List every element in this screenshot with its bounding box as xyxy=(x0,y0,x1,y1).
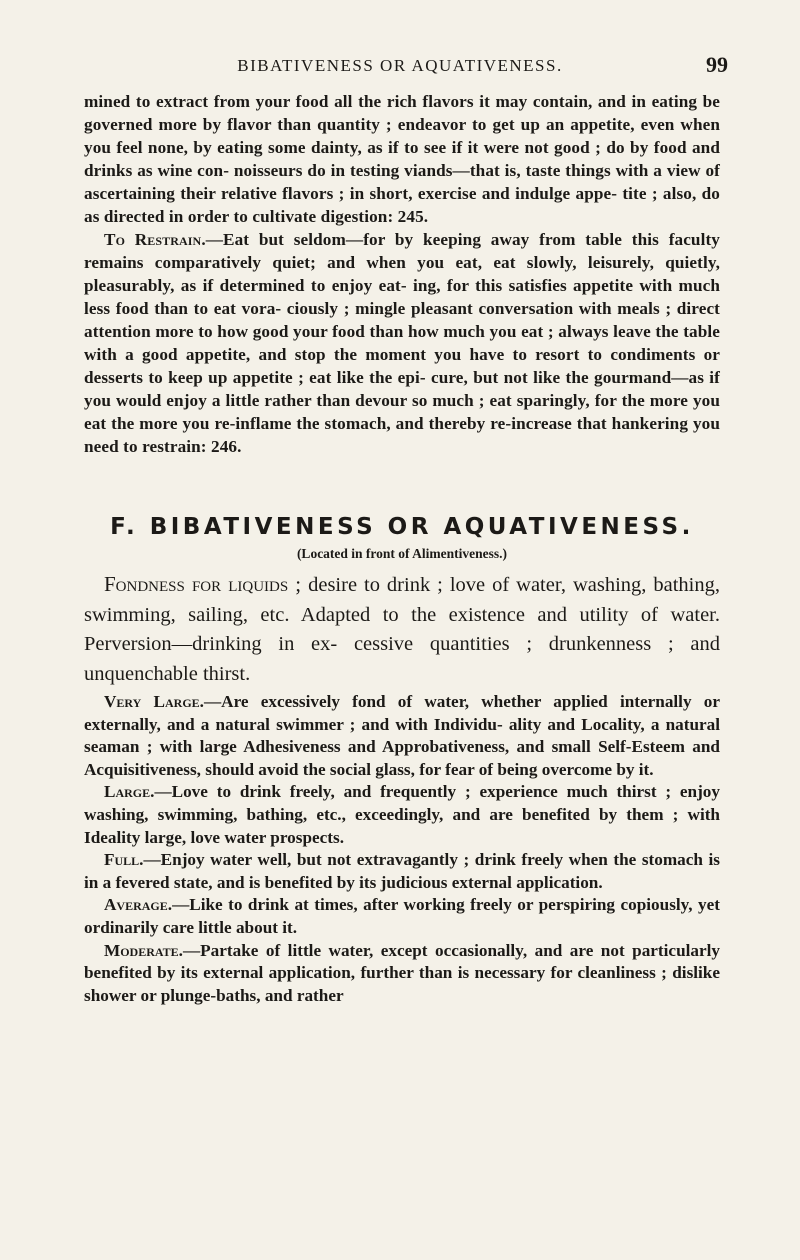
grade-very-large xyxy=(84,691,720,781)
section-heading: F. BIBATIVENESS OR AQUATIVENESS. xyxy=(110,514,694,540)
grade-text: —Are excessively fond of water, whether applied internally or externally, and a natural swimmer ; and with Individu- ality and Locality, a natural seaman ; with large Adhesiveness and Approbativeness, and small Self-Esteem and Acquisitiveness, should avoid the social glass, for fear of being overcome by it. xyxy=(84,692,720,779)
running-title: BIBATIVENESS OR AQUATIVENESS. xyxy=(237,56,563,75)
grade-label: Moderate. xyxy=(104,940,183,960)
grade-text: —Partake of little water, except occasionally, and are not particularly benefited by its external application, further than is necessary for cleanliness ; dislike shower or plunge-baths, and rather xyxy=(84,940,720,1005)
grade-large xyxy=(84,781,720,849)
grade-average xyxy=(84,894,720,939)
restrain-label: To Restrain. xyxy=(104,230,206,249)
section-location-note: (Located in front of Alimentiveness.) xyxy=(296,546,508,561)
grade-label: Very Large. xyxy=(104,692,204,711)
intro-paragraph: mined to extract from your food all the rich flavors it may contain, and in eating be governed more by flavor than quantity ; endeavor to get up an appetite, even when you feel none, by eating some dainty, as if to see if it were not good ; do by food and drinks as wine con- noisseurs do in testing viands—that is, taste things with a view of ascertaining their relative flavors ; in short, exercise and indulge appe- tite ; also, do as directed in order to cultivate digestion: 245. xyxy=(84,92,720,226)
definition-lead: Fondness for liquids ; xyxy=(104,572,302,596)
grade-text: —Enjoy water well, but not extravagantly ; drink freely when the stomach is in a fevered state, and is benefited by its judicious external application. xyxy=(84,850,720,892)
grade-text: —Love to drink freely, and frequently ; experience much thirst ; enjoy washing, swimming, bathing, etc., exceedingly, and are benefited by them ; with Ideality large, love water prospects. xyxy=(84,782,720,847)
page-body xyxy=(84,90,720,1007)
page-number: 99 xyxy=(706,52,728,77)
grade-moderate xyxy=(84,940,720,1008)
grade-label: Full. xyxy=(104,850,144,870)
restrain-paragraph xyxy=(84,228,720,458)
grade-text: —Like to drink at times, after working freely or perspiring copiously, yet ordinarily care little about it. xyxy=(84,895,720,937)
grade-label: Average. xyxy=(104,895,173,915)
faculty-definition xyxy=(84,570,720,689)
definition-text: desire to drink ; love of water, washing, bathing, swimming, sailing, etc. Adapted to the existence and utility of water. Perversion—drinking in ex- cessive quantities ; drunkenness ; and unquenchable thirst. xyxy=(84,574,720,685)
grade-full xyxy=(84,849,720,894)
restrain-text: —Eat but seldom—for by keeping away from table this faculty remains comparatively quiet; and when you eat, eat slowly, leisurely, quietly, pleasurably, as if determined to enjoy eat- ing, for this satisfies appetite with much less food than to eat vora- ciously ; mingle pleasant conversation with meals ; direct attention more to how good your food than how much you eat ; always leave the table with a good appetite, and stop the moment you have to resort to condiments or desserts to keep up appetite ; eat like the epi- cure, but not like the gourmand—as if you would enjoy a little rather than devour so much ; eat sparingly, for the more you eat the more you re-inflame the stomach, and thereby re-increase that hankering you need to restrain: 246. xyxy=(84,230,720,456)
grade-label: Large. xyxy=(104,782,155,802)
